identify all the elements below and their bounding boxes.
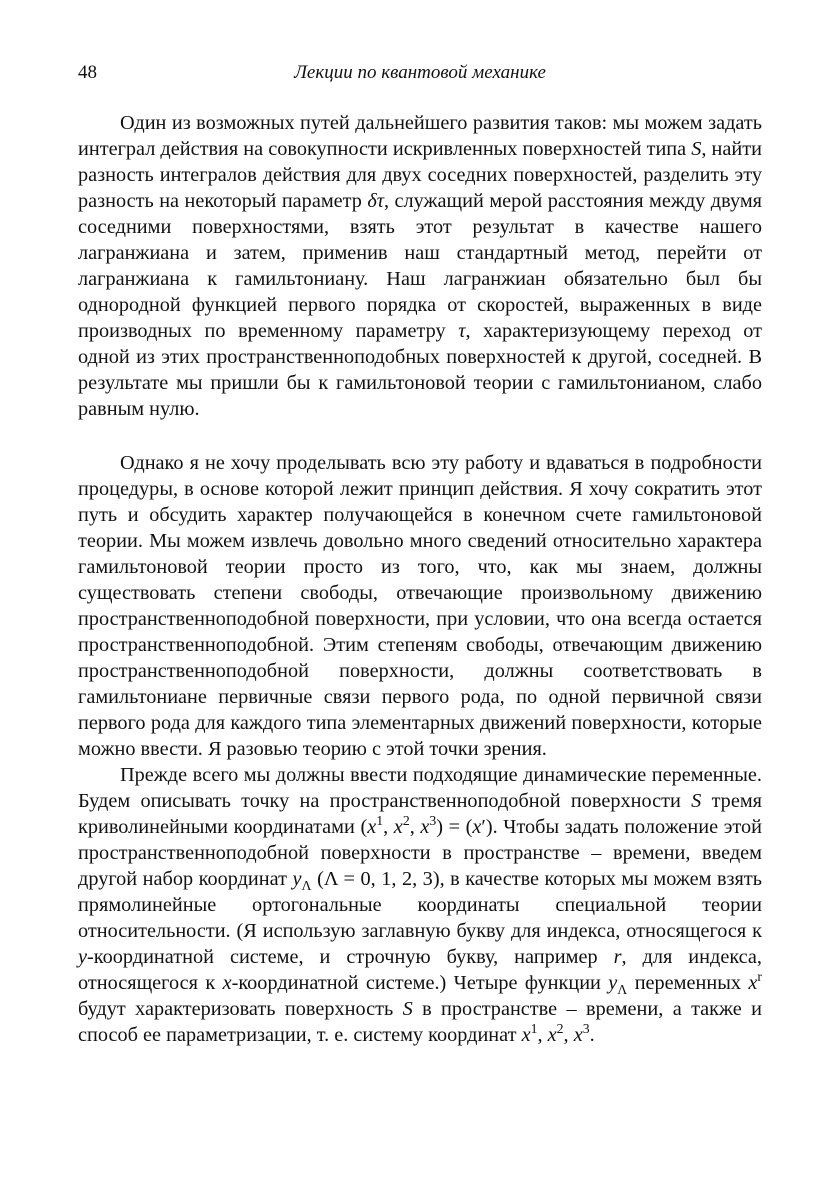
text-segment: , служащий мерой расстояния между двумя соседними поверхностями, взять этот результат в качестве нашего лагранжиана и затем, применив наш стандартный метод, перейти от лагранжиана к гамильтониану. Наш лагранжиан обязательно был бы однородной функцией первого порядка от скоростей, выраженных в виде производных по временному параметру: [78, 190, 762, 342]
math-var: x: [573, 1024, 583, 1046]
math-var: x: [420, 816, 430, 838]
math-surface-s: S: [691, 138, 702, 160]
page-header: [78, 62, 762, 92]
page-number: 48: [78, 62, 97, 83]
math-subscript: Λ: [301, 878, 312, 894]
text-segment: -координатной системе.) Четыре функции: [231, 972, 609, 994]
text-segment: -координатной системе, и строчную букву, например: [87, 946, 614, 968]
math-var: x: [521, 1024, 531, 1046]
paragraph-3: [78, 762, 762, 1048]
body-text: [78, 110, 762, 1048]
math-var: x: [748, 972, 758, 994]
math-superscript: 3: [429, 813, 437, 829]
math-superscript: 1: [376, 813, 384, 829]
math-surface-s: S: [402, 998, 413, 1020]
math-superscript: r: [757, 969, 762, 985]
math-y-lambda: [292, 868, 312, 894]
math-coordinates: [367, 813, 486, 838]
math-sep: ,: [563, 1024, 574, 1046]
text-segment: ). Чтобы задать положение этой пространственноподобной поверхности в пространстве – времени, введем другой набор координат: [78, 816, 763, 890]
text-segment: в пространстве – времени, а также и способ ее параметризации, т. е. систему координат: [78, 998, 763, 1046]
text-segment: , для индекса, относящегося к: [78, 946, 762, 994]
math-y-lambda: [608, 972, 628, 998]
text-segment: , найти разность интегралов действия для двух соседних поверхностей, разделить эту разность на некоторый параметр: [78, 138, 762, 212]
text-segment: Один из возможных путей дальнейшего развития таков: мы можем задать интеграл действия на совокупности искривленных поверхностей типа: [78, 112, 762, 160]
text-segment: (Λ = 0, 1, 2, 3), в качестве которых мы можем взять прямолинейные ортогональные координаты специальной теории относительности. (Я использую заглавную букву для индекса, относящегося к: [78, 868, 762, 942]
running-title: Лекции по квантовой механике: [294, 62, 546, 83]
math-x: x: [222, 972, 232, 994]
text-segment: переменных: [627, 972, 749, 994]
math-x-r: [748, 969, 762, 994]
math-delta-tau: δτ: [367, 190, 385, 212]
math-superscript: 2: [556, 1021, 564, 1037]
text-segment: .: [589, 1024, 595, 1046]
math-superscript: 1: [530, 1021, 538, 1037]
math-var: y: [608, 972, 618, 994]
math-var: x: [367, 816, 377, 838]
math-var: y: [292, 868, 302, 890]
text-segment: , характеризующему переход от одной из этих пространственноподобных поверхностей к другой, соседней. В результате мы пришли бы к гамильтоновой теории с гамильтонианом, слабо равным нулю.: [78, 320, 762, 420]
math-var: x: [393, 816, 403, 838]
math-sep: ,: [537, 1024, 548, 1046]
text-segment: будут характеризовать поверхность: [78, 998, 403, 1020]
math-subscript: Λ: [617, 982, 628, 998]
math-r: r: [613, 946, 622, 968]
text-segment: тремя криволинейными координатами (: [78, 790, 762, 838]
math-sep: ) = (: [436, 816, 473, 838]
math-prime: ′: [481, 816, 486, 838]
text-segment: Прежде всего мы должны ввести подходящие динамические переменные. Будем описывать точку на пространственноподобной поверхности: [78, 764, 762, 812]
math-sep: ,: [409, 816, 421, 838]
paragraph-1: [78, 110, 762, 448]
math-var: x: [547, 1024, 557, 1046]
math-sep: ,: [383, 816, 394, 838]
math-tau: τ: [458, 320, 466, 342]
math-var: x: [472, 816, 482, 838]
math-superscript: 2: [402, 813, 410, 829]
math-superscript: 3: [582, 1021, 590, 1037]
math-y: y: [78, 946, 88, 968]
math-coordinates: [521, 1021, 590, 1046]
paragraph-2: Однако я не хочу проделывать всю эту работу и вдаваться в подробности процедуры, в основе которой лежит принцип действия. Я хочу сократить этот путь и обсудить характер получающейся в конечном счете гамильтоновой теории. Мы можем извлечь довольно много сведений относительно характера гамильтоновой теории просто из того, что, как мы знаем, должны существовать степени свободы, отвечающие произвольному движению пространственноподобной поверхности, при условии, что она всегда остается пространственноподобной. Этим степеням свободы, отвечающим движению пространственноподобной поверхности, должны соответствовать в гамильтониане первичные связи первого рода, по одной первичной связи первого рода для каждого типа элементарных движений поверхности, которые можно ввести. Я разовью теорию с этой точки зрения.: [78, 452, 762, 760]
math-surface-s: S: [691, 790, 702, 812]
